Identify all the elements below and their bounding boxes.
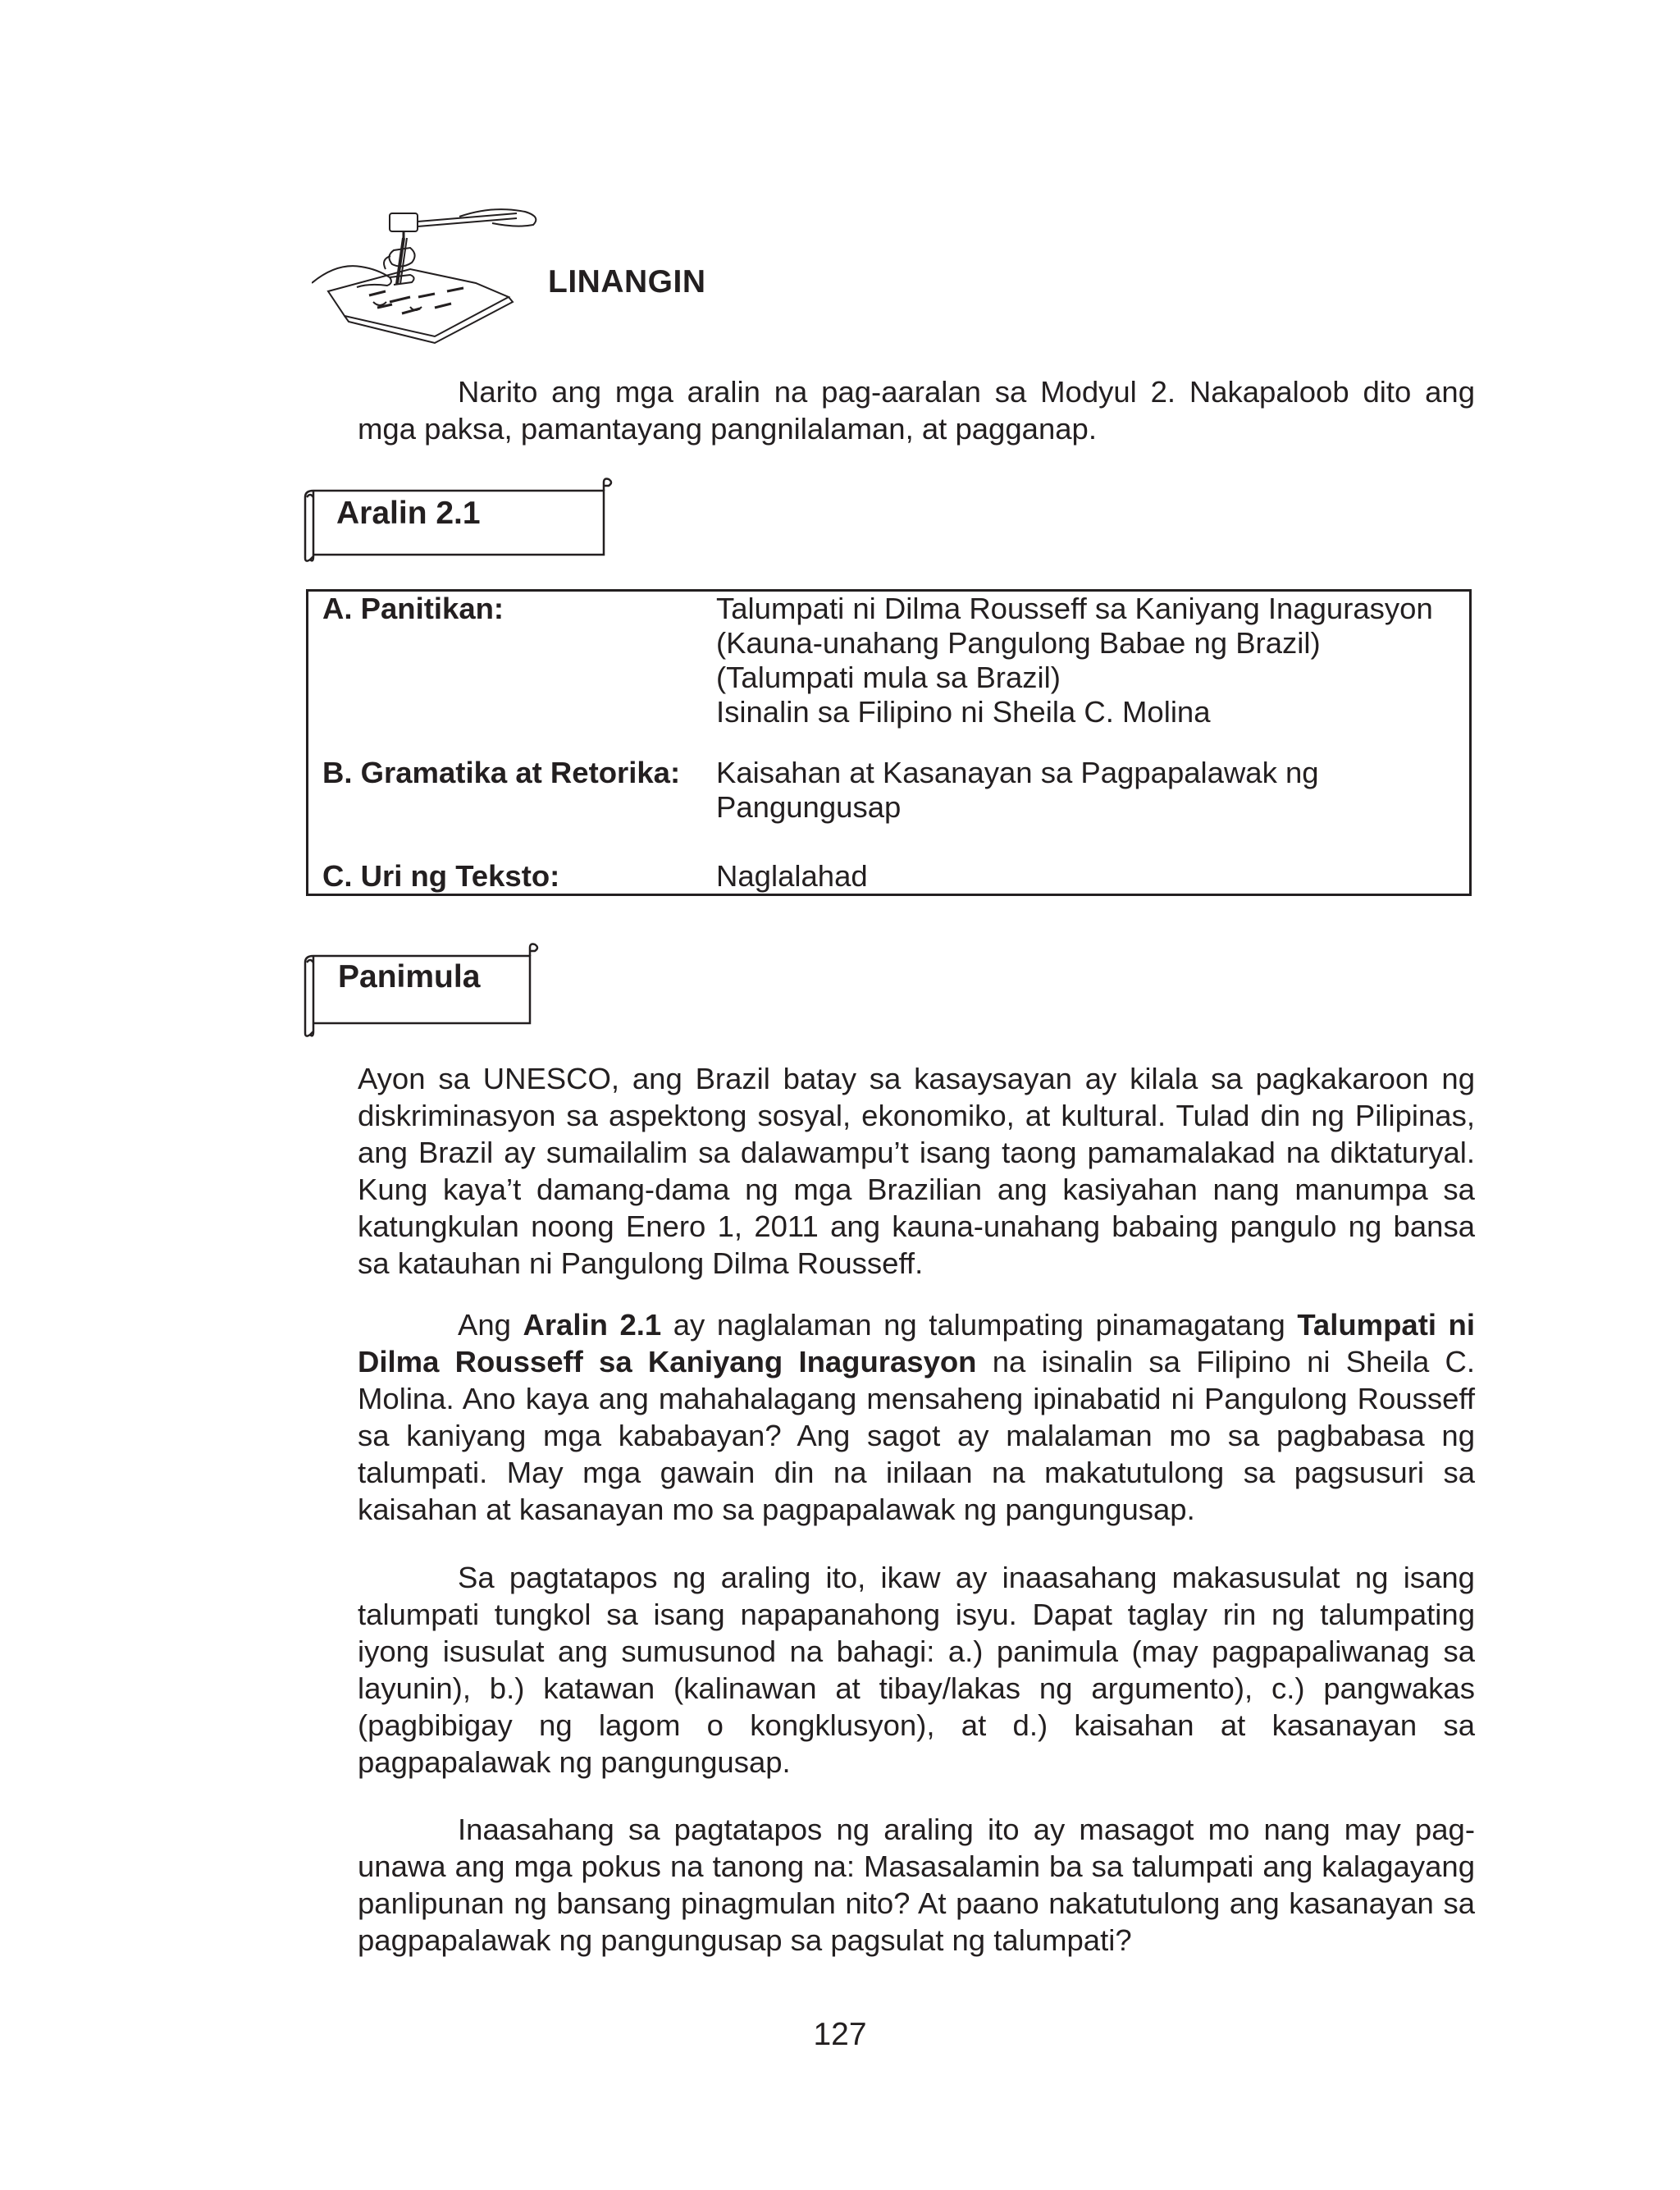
panitikan-line: (Talumpati mula sa Brazil) bbox=[716, 661, 1061, 694]
page-number: 127 bbox=[813, 2017, 867, 2052]
uri-ng-teksto-label: C. Uri ng Teksto: bbox=[322, 859, 560, 893]
paragraph-text: na isinalin sa Filipino ni Sheila C. Molina. Ano kaya ang mahahalagang mensaheng ipinabatid ni Pangulong Rousseff sa kaniyang mga kababayan? Ang sagot ay malalaman mo sa pagbabasa ng talumpati. May mga gawain din na inilaan na makatutulong sa pagsusuri sa kaisahan at kasanayan mo sa pagpapalawak ng pangungusap. bbox=[358, 1345, 1475, 1526]
panitikan-line: Isinalin sa Filipino ni Sheila C. Molina bbox=[716, 695, 1211, 729]
aralin-scroll-label bbox=[302, 478, 615, 560]
speech-title: Talumpati ni Dilma Rousseff sa Kaniyang Inagurasyon bbox=[358, 1308, 1475, 1378]
panimula-label-text: Panimula bbox=[338, 959, 481, 994]
uri-ng-teksto-line: Naglalahad bbox=[716, 859, 868, 893]
gramatika-line: Kaisahan at Kasanayan sa Pagpapalawak ng bbox=[716, 756, 1319, 789]
paragraph-text: Ang bbox=[458, 1308, 523, 1342]
section-heading: LINANGIN bbox=[548, 264, 706, 299]
aralin-label-text: Aralin 2.1 bbox=[336, 496, 481, 531]
panitikan-line: (Kauna-unahang Pangulong Babae ng Brazil) bbox=[716, 626, 1321, 660]
lesson-reference: Aralin 2.1 bbox=[523, 1308, 662, 1342]
panitikan-value bbox=[716, 592, 1459, 729]
lesson-overview-box bbox=[306, 589, 1472, 896]
panitikan-line: Talumpati ni Dilma Rousseff sa Kaniyang Inagurasyon bbox=[716, 592, 1433, 625]
panimula-scroll-label bbox=[302, 941, 541, 1036]
gramatika-value bbox=[716, 756, 1459, 825]
panimula-paragraph-3: Sa pagtatapos ng araling ito, ikaw ay inaasahang makasusulat ng isang talumpati tungkol sa isang napapanahong isyu. Dapat taglay rin ng talumpating iyong isusulat ang sumusunod na bahagi: a.) panimula (may pagpapaliwanag sa layunin), b.) katawan (kalinawan at tibay/lakas ng argumento), c.) pangwakas (pagbibigay ng lagom o kongklusyon), at d.) kaisahan at kasanayan sa pagpapalawak ng pangungusap. bbox=[358, 1561, 1475, 1779]
gramatika-line: Pangungusap bbox=[716, 790, 902, 824]
paragraph-text: ay naglalaman ng talumpating pinamagatang bbox=[661, 1308, 1298, 1342]
panitikan-label: A. Panitikan: bbox=[322, 592, 504, 625]
panimula-paragraph-2 bbox=[358, 1306, 1475, 1528]
panimula-paragraph-1: Ayon sa UNESCO, ang Brazil batay sa kasaysayan ay kilala sa pagkakaroon ng diskriminasyon sa aspektong sosyal, ekonomiko, at kultural. Tulad din ng Pilipinas, ang Brazil ay sumailalim sa dalawampu’t isang taong pamamalakad na diktaturyal. Kung kaya’t damang-dama ng mga Brazilian ang kasiyahan nang manumpa sa katungkulan noong Enero 1, 2011 ang kauna-unahang babaing pangulo ng bansa sa katauhan ni Pangulong Dilma Rousseff. bbox=[358, 1062, 1475, 1280]
hammer-and-chisel-illustration bbox=[312, 205, 550, 345]
gramatika-label: B. Gramatika at Retorika: bbox=[322, 756, 681, 789]
uri-ng-teksto-value bbox=[716, 859, 1459, 894]
panimula-paragraph-4: Inaasahang sa pagtatapos ng araling ito ay masagot mo nang may pag-unawa ang mga pokus na tanong na: Masasalamin ba sa talumpati ang kalagayang panlipunan ng bansang pinagmulan nito? At paano nakatutulong ang kasanayan sa pagpapalawak ng pangungusap sa pagsulat ng talumpati? bbox=[358, 1813, 1475, 1957]
intro-paragraph: Narito ang mga aralin na pag-aaralan sa Modyul 2. Nakapaloob dito ang mga paksa, pamantayang pangnilalaman, at pagganap. bbox=[358, 375, 1475, 446]
